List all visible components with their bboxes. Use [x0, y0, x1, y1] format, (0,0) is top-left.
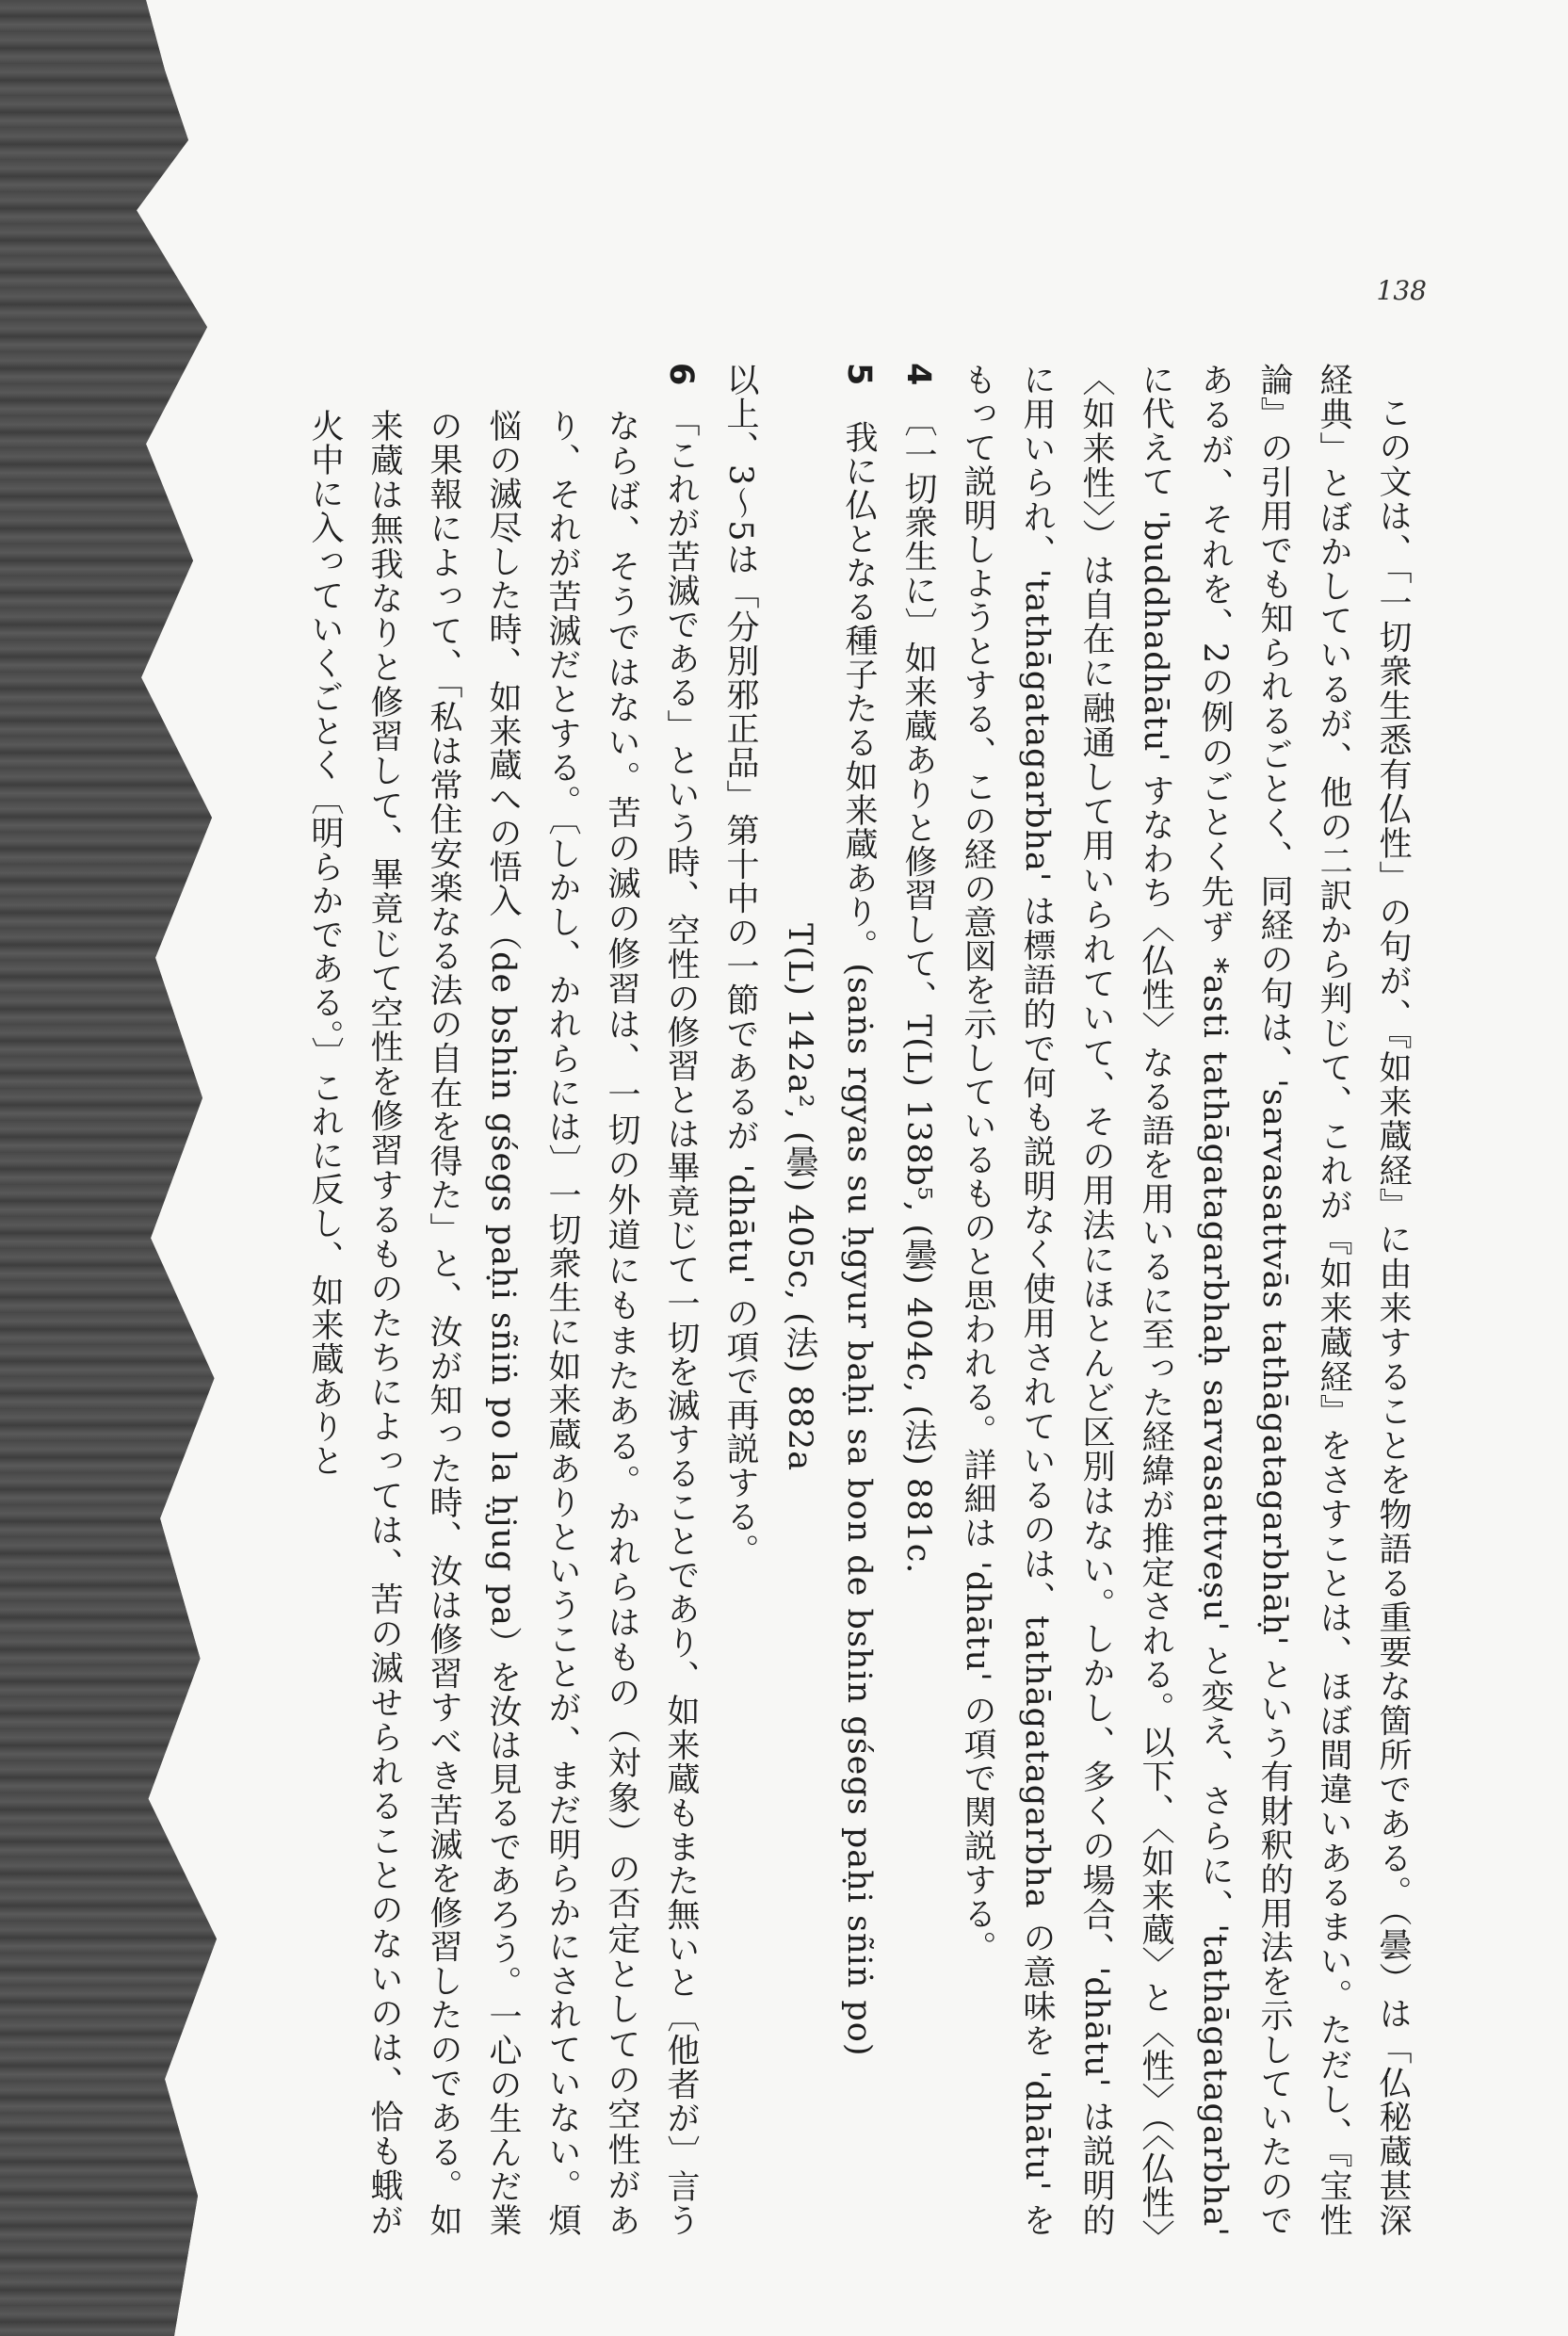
vertical-text-body	[198, 363, 1422, 2237]
note-text: 〔一切衆生に〕如来蔵ありと修習して、T(L) 138b⁵, (曇) 404c, (法) 881c.	[899, 420, 937, 1575]
note-text: 我に仏となる種子たる如来蔵あり。(saṅs rgyas su ḥgyur baḥi sa bon de bshin gśegs paḥi sñiṅ po)	[840, 420, 878, 2057]
note-6	[295, 363, 710, 2237]
note-4	[888, 363, 947, 2237]
page-number: 138	[1376, 275, 1427, 306]
note-number: 5	[840, 363, 878, 387]
summary-line: 以上、3〜5は「分別邪正品」第十中の一節であるが 'dhātu' の項で再説する。	[721, 363, 759, 1568]
note-text: 「これが苦滅である」という時、空性の修習とは畢竟じて一切を滅することであり、如来蔵もまた無いと〔他者が〕言うならば、そうではない。苦の滅の修習は、一切の外道にもまたある。かれらはもの（対象）の否定としての空性があり、それが苦滅だとする。〔しかし、かれらには〕一切衆生に如来蔵ありということが、まだ明らかにされていない。煩悩の滅尽した時、如来蔵への悟入（de bshin gśegs paḥi sñiṅ po la ḥjug pa）を汝は見るであろう。一心の生んだ業の果報によって、「私は常住安楽なる法の自在を得た」と、汝が知った時、汝は修習すべき苦滅を修習したのである。如来蔵は無我なりと修習して、畢竟じて空性を修習するものたちによっては、苦の滅せられることのないのは、恰も蛾が火中に入っていくごとく〔明らかである。〕これに反し、如来蔵ありと	[306, 409, 700, 2237]
note-number: 6	[662, 363, 700, 387]
commentary-paragraph: この文は、「一切衆生悉有仏性」の句が、『如来蔵経』に由来することを物語る重要な箇所である。（曇）は「仏秘蔵甚深経典」とぼかしているが、他の二訳から判じて、これが『如来蔵経』をさすことは、ほぼ間違いあるまい。ただし、『宝性論』の引用でも知られるごとく、同経の句は、'sarvasattvās tathāgatagarbhāḥ' という有財釈的用法を示していたのであるが、それを、2の例のごとく先ず *asti tathāgatagarbhaḥ sarvasattveṣu' と変え、さらに、'tathāgatagarbha' に代えて 'buddhadhātu' すなわち〈仏性〉なる語を用いるに至った経緯が推定される。以下、〈如来蔵〉と〈性〉（〈仏性〉〈如来性〉）は自在に融通して用いられていて、その用法にほとんど区別はない。しかし、多くの場合、'dhātu' は説明的に用いられ、'tathāgatagarbha' は標語的で何も説明なく使用されているのは、tathāgatagarbha の意味を 'dhātu' をもって説明しようとする、この経の意図を示しているものと思われる。詳細は 'dhātu' の項で関説する。	[959, 363, 1412, 2237]
note-number: 4	[899, 363, 937, 387]
note-5	[829, 363, 888, 2237]
note-5-reference: T(L) 142a², (曇) 405c, (法) 882a	[781, 923, 818, 1472]
